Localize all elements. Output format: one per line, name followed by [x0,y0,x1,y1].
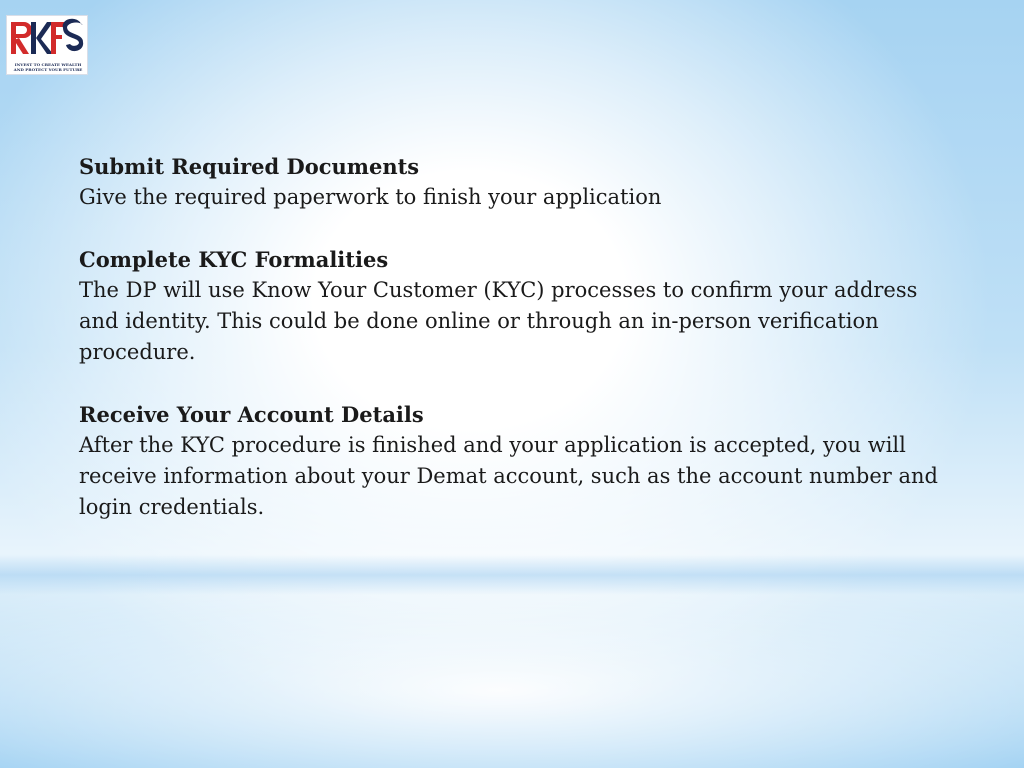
slide-content [79,151,959,554]
section-heading: Receive Your Account Details [79,402,424,427]
section-heading: Submit Required Documents [79,154,420,179]
section-heading: Complete KYC Formalities [79,247,389,272]
section-body: The DP will use Know Your Customer (KYC) processes to confirm your address and identity. This could be done online or through an in-person verification procedure. [79,278,918,364]
background-band [0,555,1024,595]
section-body: After the KYC procedure is finished and your application is accepted, you will receive information about your Demat account, such as the account number and login credentials. [79,433,938,519]
section-submit-documents [79,151,959,213]
logo-tagline: INVEST TO CREATE WEALTH AND PROTECT YOUR FUTURE [13,62,83,72]
logo-mark [7,16,87,60]
company-logo [6,15,88,75]
section-kyc-formalities [79,244,959,368]
section-body: Give the required paperwork to finish your application [79,185,662,209]
section-account-details [79,399,959,523]
